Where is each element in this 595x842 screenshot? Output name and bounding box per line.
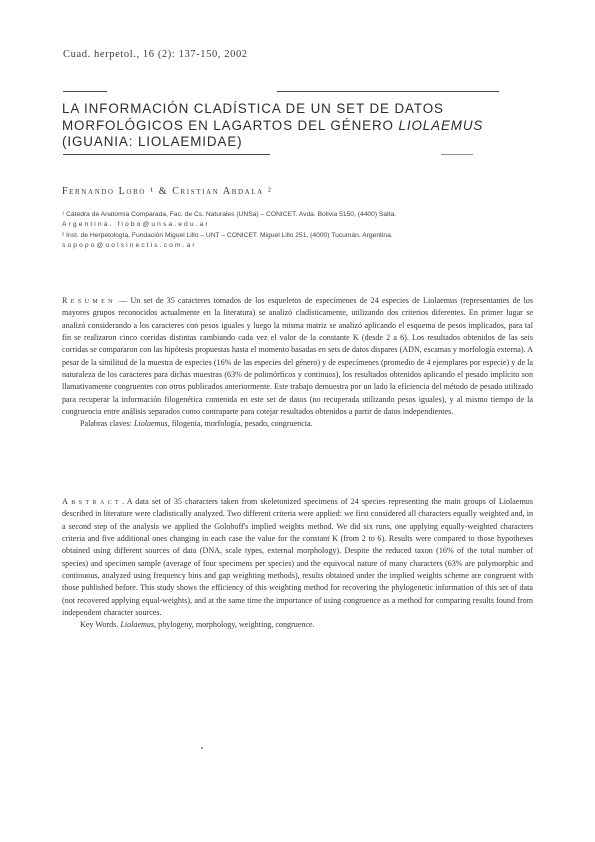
abstract-text: . A data set of 35 characters taken from skeletonized specimens of 24 species representing the main groups of Liolaemus described in literature were cladistically analyzed. Two different criteria were applied: we first considered all characters equally weighted and, in a second step of the analysis we applied the Goloboff's implied weights method. We did six runs, one applying equally-weighted characters criteria and five additional ones changing in each case the value for the constant K (from 2 to 6). Results were compared to those hypotheses obtained using different sources of data (DNA, scale types, external morphology). Despite the reduced taxon (16% of the total number of species) and specimen sample (average of four specimens per species) and the equivocal nature of many characters (63% are polymorphic and continuous, analyzed using frequency bins and gap weighting methods), results obtained under the implied weights scheme are congruent with those published before. This study shows the efficiency of this weighting method for recovering the phylogenetic information of this set of data (not recovered applying equal-weights), and at the same time the importance of using congruence as a method for comparing results found from independent character sources. [62, 497, 533, 618]
email-1: Argentina. flobo@unsa.edu.ar [62, 221, 210, 229]
resumen-paragraph [62, 295, 533, 418]
title-rule-left [63, 154, 270, 155]
email-2: sopopo@uolsinectis.com.ar [62, 242, 197, 250]
abstract-paragraph [62, 496, 533, 619]
affiliation-2: ² Inst. de Herpetología, Fundación Miguel Lillo – UNT – CONICET. Miguel Lillo 251, (4000) Tucumán, Argentina. [62, 231, 393, 239]
journal-citation: Cuad. herpetol., 16 (2): 137-150, 2002 [63, 49, 248, 60]
abstract-label: Abstract [62, 497, 123, 506]
resumen-section [62, 295, 533, 431]
title-line-2-text: MORFOLÓGICOS EN LAGARTOS DEL GÉNERO [62, 117, 399, 133]
title-line-3: (IGUANIA: LIOLAEMIDAE) [62, 134, 243, 149]
affiliations [62, 210, 534, 252]
authors: Fernando Lobo ¹ & Cristian Abdala ² [62, 186, 273, 197]
title-genus: LIOLAEMUS [398, 117, 484, 133]
abstract-section [62, 496, 533, 632]
abstract-keyword-genus: Liolaemus [120, 620, 155, 630]
abstract-keywords-list: , phylogeny, morphology, weighting, congruence. [154, 620, 315, 630]
resumen-keywords-list: , filogenia, morfología, pesado, congruencia. [167, 419, 313, 429]
resumen-keywords [62, 418, 533, 430]
palabras-claves-label: Palabras claves: [80, 419, 132, 429]
top-rule-long [277, 91, 499, 92]
top-rule-short [63, 91, 107, 92]
key-words-label: Key Words. [80, 620, 119, 630]
abstract-keywords [62, 619, 533, 631]
page-speck [201, 747, 203, 749]
resumen-label: Resumen [62, 296, 116, 305]
resumen-keyword-genus: Liolaemus [133, 419, 168, 429]
title-line-1: LA INFORMACIÓN CLADÍSTICA DE UN SET DE DATOS [62, 101, 444, 116]
article-title [62, 101, 502, 151]
title-line-2 [62, 118, 502, 135]
title-rule-right [441, 154, 473, 155]
resumen-text: — Un set de 35 caracteres tomados de los esqueletos de especímenes de 24 especies de Liolaemus (representantes de los mayores grupos reconocidos actualmente en la literatura) se analizó cladísticamente, utilizando dos criterios diferentes. En primer lugar se analizó considerando a los caracteres con pesos iguales y luego la misma matriz se analizó aplicando el esquema de pesos implicados, para tal fin se realizaron cinco corridas distintas cambiando cada vez el valor de la constante K (desde 2 a 6). Los resultados obtenidos de las seis corridas se compararon con las hipótesis propuestas hasta el momento basadas en sets de datos dispares (ADN, escamas y morfología externa). A pesar de la similitud de la muestra de especies (16% de las especies del género) y de especímenes (promedio de 4 ejemplares por especie) y de la naturaleza de los caracteres para dichas muestras (63% de polimórficos y continuos), los resultados obtenidos aplicando el pesado implícito son llamativamente congruentes con otros publicados anteriormente. Este trabajo demuestra por un lado la eficiencia del método de pesado utilizado para recuperar la información filogenética contenida en este set de datos (no recuperada utilizando pesos iguales), y al mismo tiempo de la congruencia entre análisis separados como contraparte para cotejar resultados obtenidos a partir de datos independientes. [62, 296, 533, 417]
affiliation-1: ¹ Cátedra de Anatomía Comparada, Fac. de Cs. Naturales (UNSa) – CONICET. Avda. Bolivia 5150, (4400) Salta. [62, 211, 397, 218]
